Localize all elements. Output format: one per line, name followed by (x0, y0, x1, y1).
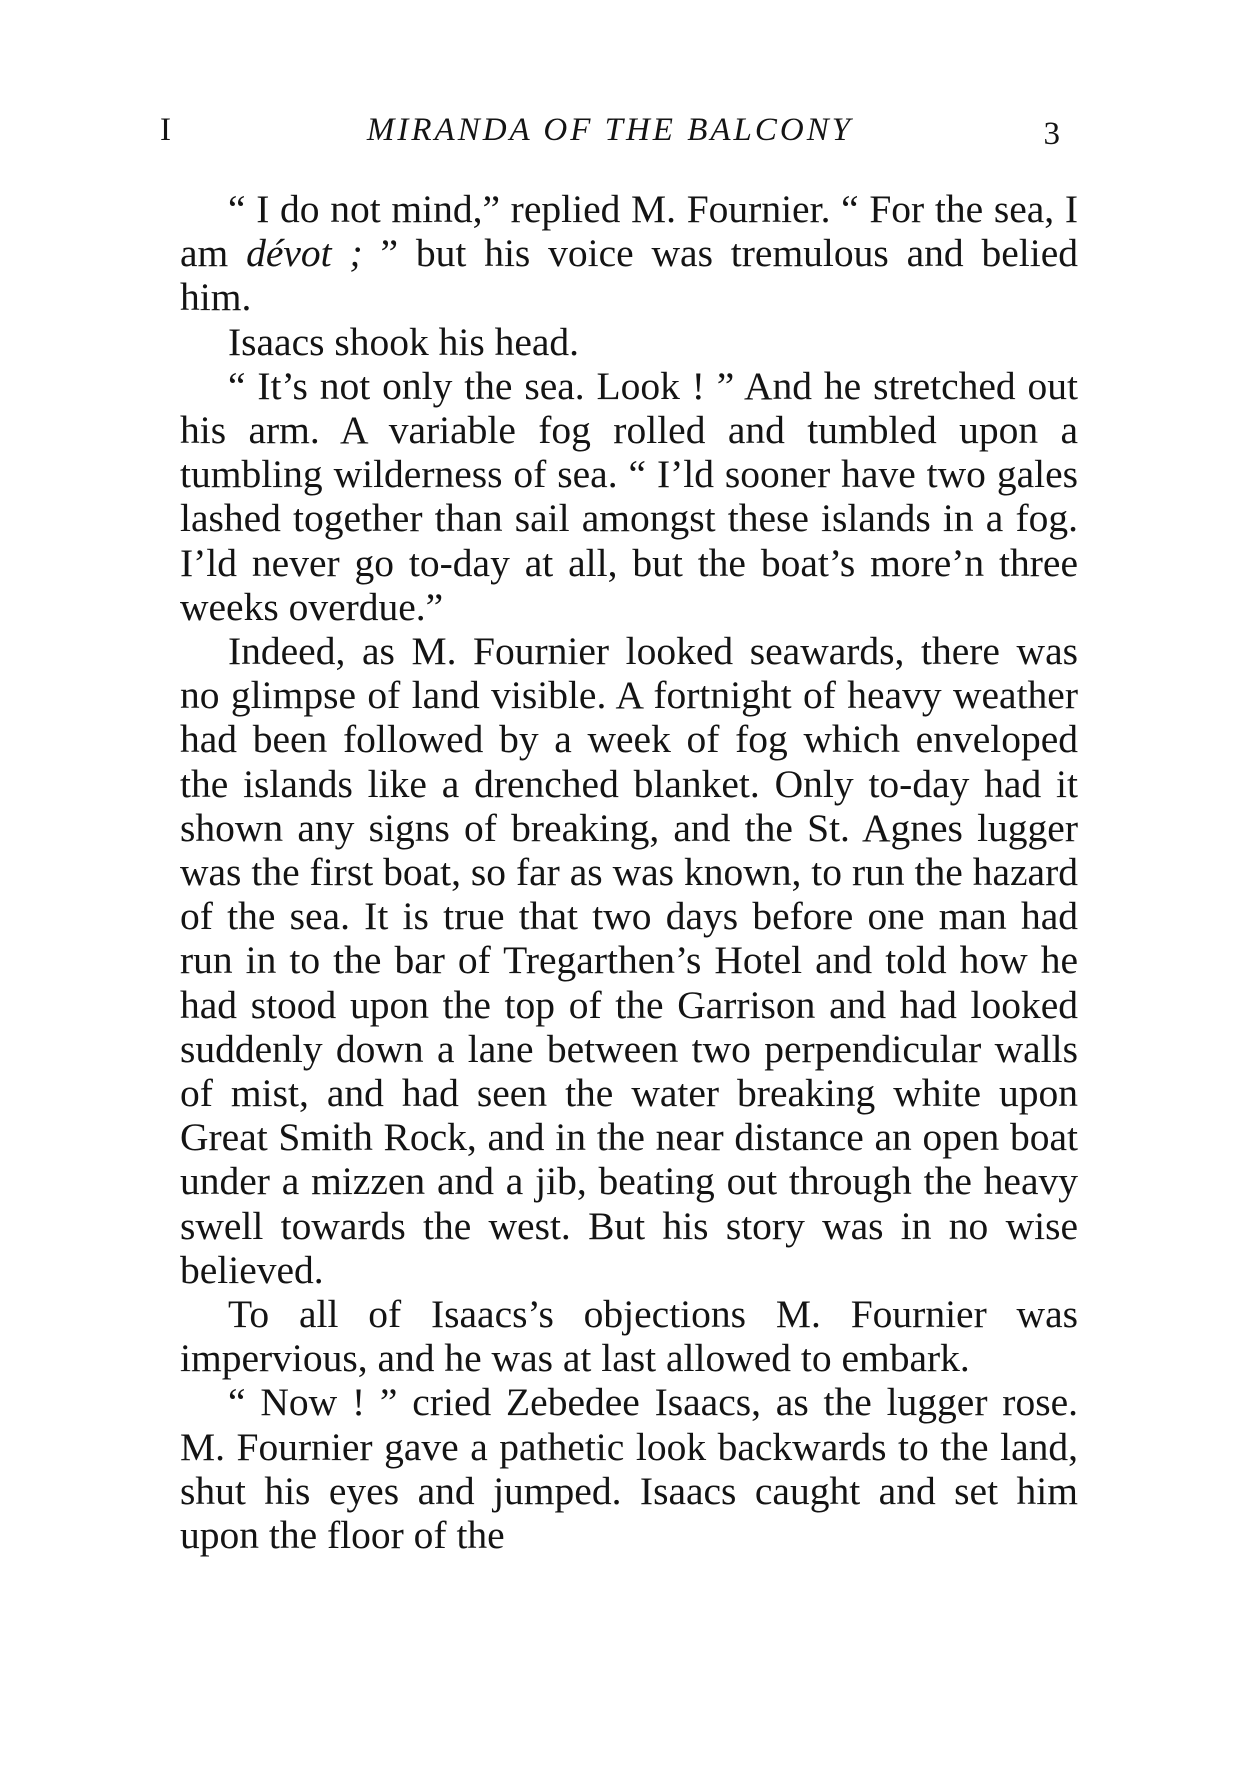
paragraph-1 (180, 187, 1078, 320)
paragraph-3: “ It’s not only the sea. Look ! ” And he stretched out his arm. A variable fog rolled and tumbled upon a tumbling wilderness of sea. “ I’ld sooner have two gales lashed together than sail amongst these islands in a fog. I’ld never go to-day at all, but the boat’s more’n three weeks overdue.” (180, 363, 1078, 629)
paragraph-1-text-end: ” but his voice was tremulous and belied him. (180, 231, 1078, 320)
running-title: MIRANDA OF THE BALCONY (366, 112, 854, 148)
paragraph-1-text-start: “ I do not mind,” replied M. Fournier. “ For the sea, I am (180, 187, 1078, 276)
body-text (180, 187, 1078, 1557)
chapter-number: I (160, 112, 171, 148)
running-head (160, 108, 1060, 152)
paragraph-4: Indeed, as M. Fournier looked seawards, there was no glimpse of land visible. A fortnight of heavy weather had been followed by a week of fog which enveloped the islands like a drenched blanket. Only to-day had it shown any signs of breaking, and the St. Agnes lugger was the first boat, so far as was known, to run the hazard of the sea. It is true that two days before one man had run in to the bar of Tregarthen’s Hotel and told how he had stood upon the top of the Garrison and had looked suddenly down a lane between two perpendicular walls of mist, and had seen the water breaking white upon Great Smith Rock, and in the near distance an open boat under a mizzen and a jib, beating out through the heavy swell towards the west. But his story was in no wise believed. (180, 629, 1078, 1292)
paragraph-2: Isaacs shook his head. (228, 319, 580, 364)
page-number: 3 (1043, 116, 1060, 152)
paragraph-5: To all of Isaacs’s objections M. Fournier was impervious, and he was at last allowed to embark. (180, 1292, 1078, 1381)
italic-word-devot: dévot ; (246, 231, 363, 276)
paragraph-6: “ Now ! ” cried Zebedee Isaacs, as the lugger rose. M. Fournier gave a pathetic look backwards to the land, shut his eyes and jumped. Isaacs caught and set him upon the floor of the (180, 1380, 1078, 1558)
